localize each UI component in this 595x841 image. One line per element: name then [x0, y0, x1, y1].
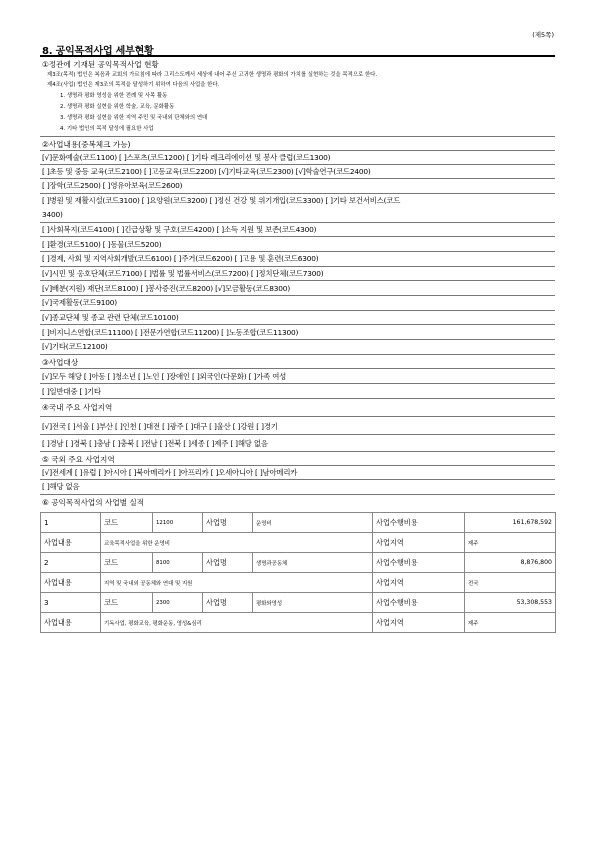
divider [40, 368, 555, 369]
divider [40, 416, 555, 417]
section-1-heading: ①정관에 기재된 공익목적사업 현황 [42, 60, 159, 69]
code-label: 코드 [101, 553, 153, 573]
intro-line: 제4조(사업) 법인은 제3조의 목적을 달성하기 위하여 다음의 사업을 한다. [47, 82, 220, 88]
divider [40, 150, 555, 151]
content-line: [ ]장학(코드2500) [ ]영유아보육(코드2600) [42, 181, 183, 190]
content-label: 사업내용 [41, 533, 101, 553]
region-label: 사업지역 [373, 533, 465, 553]
target-line: [ ]일반대중 [ ]기타 [42, 387, 101, 396]
cost-value: 8,876,800 [465, 553, 556, 573]
target-line: [√]모두 해당 [ ]아동 [ ]청소년 [ ]노인 [ ]장애인 [ ]외국인(다문화) [ ]가족 여성 [42, 372, 287, 381]
domestic-line: [ ]경남 [ ]경북 [ ]충남 [ ]충북 [ ]전남 [ ]전북 [ ]세종 [ ]제주 [ ]해당 없음 [42, 439, 268, 448]
content-line: [ ]병원 및 재활시설(코드3100) [ ]요양원(코드3200) [ ]정신 건강 및 위기개입(코드3300) [ ]기타 보건서비스(코드 [42, 196, 401, 205]
divider [40, 251, 555, 252]
content-label: 사업내용 [41, 613, 101, 633]
row-number: 3 [41, 593, 101, 613]
table-row [41, 533, 556, 553]
divider [40, 383, 555, 384]
page-number: (제5쪽) [532, 31, 554, 39]
divider [40, 310, 555, 311]
content-line: [ ]환경(코드5100) [ ]동물(코드5200) [42, 240, 162, 249]
divider [40, 398, 555, 399]
divider [40, 136, 555, 137]
divider [40, 354, 555, 355]
content-line: [√]시민 및 옹호단체(코드7100) [ ]법률 및 법률서비스(코드7200) [ ]정치단체(코드7300) [42, 269, 324, 278]
divider [40, 479, 555, 480]
divider [40, 193, 555, 194]
section-2-heading: ②사업내용(중복체크 가능) [42, 140, 131, 149]
content-line: [ ]경제, 사회 및 지역사회개발(코드6100) [ ]주거(코드6200) [ ]고용 및 훈련(코드6300) [42, 254, 319, 263]
code-value: 12100 [153, 513, 203, 533]
content-line: [√]기타(코드12100) [42, 342, 108, 351]
section-6-heading: ⑥ 공익목적사업의 사업별 실적 [42, 498, 145, 507]
region-label: 사업지역 [373, 573, 465, 593]
divider [40, 465, 555, 466]
cost-value: 161,678,592 [465, 513, 556, 533]
overseas-line: [ ]해당 없음 [42, 482, 80, 491]
table-row [41, 593, 556, 613]
performance-table [40, 512, 556, 633]
content-value: 지역 및 국내외 공동체와 연대 및 지원 [101, 573, 373, 593]
content-line: [√]국제활동(코드9100) [42, 298, 117, 307]
content-line: 3400) [42, 210, 63, 219]
divider [40, 494, 555, 495]
divider [40, 222, 555, 223]
code-label: 코드 [101, 513, 153, 533]
cost-label: 사업수행비용 [373, 553, 465, 573]
code-value: 2300 [153, 593, 203, 613]
content-label: 사업내용 [41, 573, 101, 593]
section-title: 8. 공익목적사업 세부현황 [42, 46, 154, 57]
content-line: [√]문화예술(코드1100) [ ]스포츠(코드1200) [ ]기타 레크리에이션 및 봉사 클럽(코드1300) [42, 153, 331, 162]
table-row [41, 513, 556, 533]
intro-line: 2. 생명과 평화 실현을 위한 학술, 교육, 문화활동 [60, 104, 175, 110]
cost-label: 사업수행비용 [373, 593, 465, 613]
divider [40, 339, 555, 340]
cost-label: 사업수행비용 [373, 513, 465, 533]
overseas-line: [√]전세계 [ ]유럽 [ ]아시아 [ ]북아메리카 [ ]아프리카 [ ]오세아니아 [ ]남아메리카 [42, 468, 298, 477]
region-value: 전국 [465, 573, 556, 593]
content-value: 교육목적사업을 위한 운영비 [101, 533, 373, 553]
content-line: [ ]비지니스연합(코드11100) [ ]전문가연합(코드11200) [ ]노동조합(코드11300) [42, 328, 299, 337]
divider [40, 178, 555, 179]
region-label: 사업지역 [373, 613, 465, 633]
code-value: 8100 [153, 553, 203, 573]
divider [40, 295, 555, 296]
name-value: 생명과공동체 [253, 553, 373, 573]
table-row [41, 573, 556, 593]
code-label: 코드 [101, 593, 153, 613]
intro-line: 4. 기타 법인의 목적 달성에 필요한 사업 [60, 126, 154, 132]
intro-line: 3. 생명과 평화 실현을 위한 지역 주민 및 국내외 단체와의 연대 [60, 115, 208, 121]
name-label: 사업명 [203, 513, 253, 533]
row-number: 1 [41, 513, 101, 533]
name-value: 평화와영성 [253, 593, 373, 613]
intro-line: 1. 생명과 평화 영성을 위한 전례 및 사목 활동 [60, 93, 168, 99]
table-row [41, 613, 556, 633]
divider [40, 280, 555, 281]
name-label: 사업명 [203, 593, 253, 613]
content-line: [ ]초등 및 중등 교육(코드2100) [ ]고등교육(코드2200) [√]기타교육(코드2300) [√]학술연구(코드2400) [42, 167, 371, 176]
divider [40, 451, 555, 452]
divider [40, 434, 555, 435]
name-value: 운영비 [253, 513, 373, 533]
content-line: [√]종교단체 및 종교 관련 단체(코드10100) [42, 313, 179, 322]
content-line: [√]배분(지원) 재단(코드8100) [ ]봉사증진(코드8200) [√]모금활동(코드8300) [42, 284, 290, 293]
row-number: 2 [41, 553, 101, 573]
content-value: 기독사업, 평화교육, 평화운동, 영성&심리 [101, 613, 373, 633]
divider [40, 236, 555, 237]
domestic-line: [√]전국 [ ]서울 [ ]부산 [ ]인천 [ ]대전 [ ]광주 [ ]대구 [ ]울산 [ ]강원 [ ]경기 [42, 422, 278, 431]
divider [40, 266, 555, 267]
section-3-heading: ③사업대상 [42, 358, 79, 367]
cost-value: 53,308,553 [465, 593, 556, 613]
divider [40, 324, 555, 325]
table-row [41, 553, 556, 573]
divider [40, 164, 555, 165]
region-value: 제주 [465, 613, 556, 633]
intro-line: 제3조(목적) 법인은 복음과 교회의 가르침에 따라 그리스도께서 세상에 내어 주신 고귀한 생명과 평화의 가치를 실현하는 것을 목적으로 한다. [47, 72, 378, 78]
section-5-heading: ⑤ 국외 주요 사업지역 [42, 455, 115, 464]
name-label: 사업명 [203, 553, 253, 573]
region-value: 제주 [465, 533, 556, 553]
content-line: [ ]사회복지(코드4100) [ ]긴급상황 및 구호(코드4200) [ ]소득 지원 및 보존(코드4300) [42, 225, 317, 234]
title-rule [40, 55, 555, 57]
section-4-heading: ④국내 주요 사업지역 [42, 403, 113, 412]
